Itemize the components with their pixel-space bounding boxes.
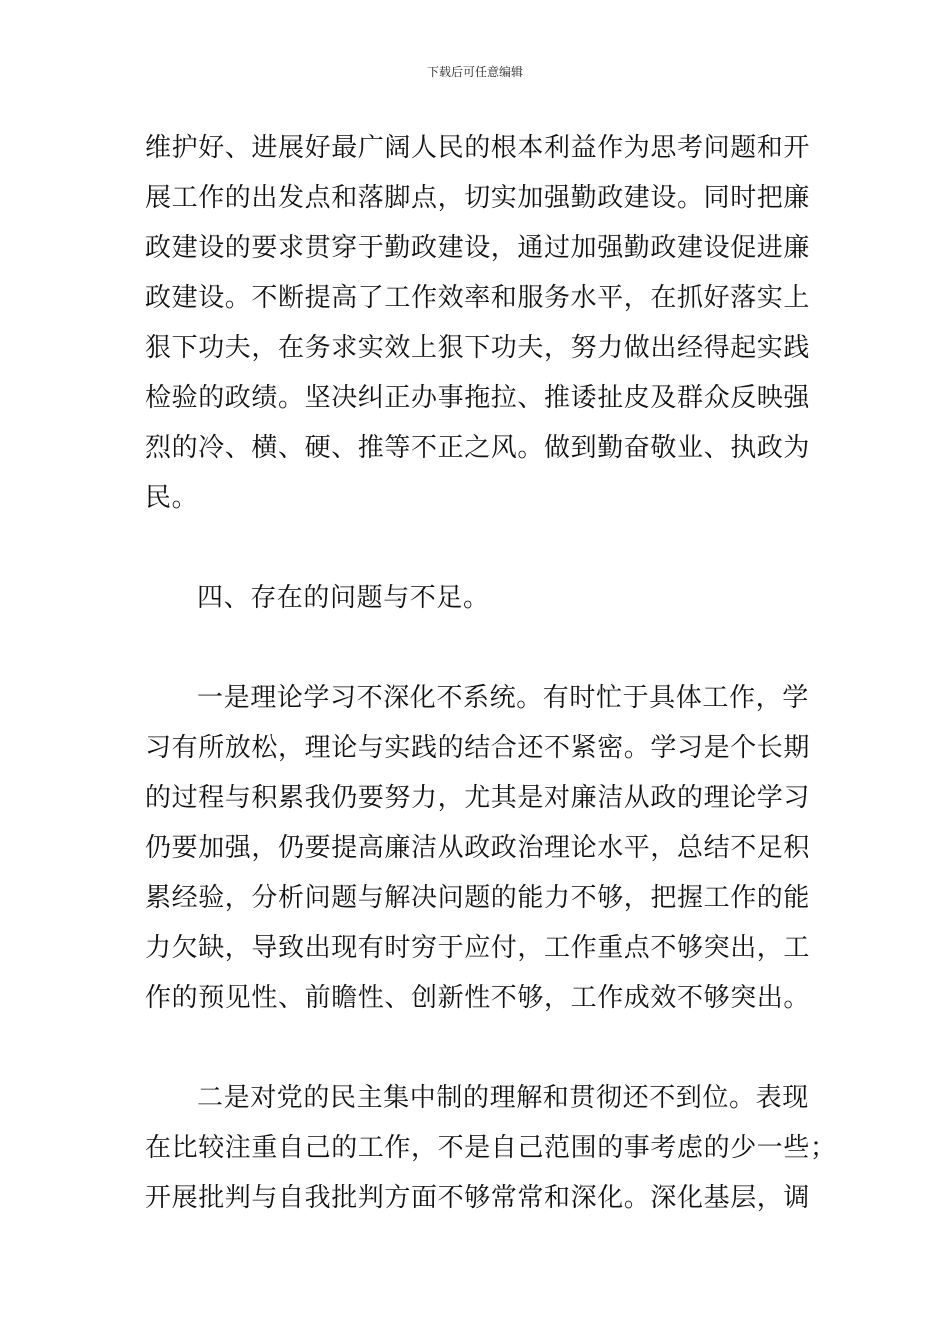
paragraph-4 (145, 1073, 837, 1223)
text-line: 维护好、进展好最广阔人民的根本利益作为思考问题和开 (145, 133, 811, 163)
text-line: 民。 (145, 483, 199, 513)
text-line: 检验的政绩。坚决纠正办事拖拉、推诿扯皮及群众反映强 (145, 383, 811, 413)
paragraph-gap (145, 623, 807, 673)
text-line: 在比较注重自己的工作，不是自己范围的事考虑的少一些； (145, 1133, 837, 1163)
text-line: 展工作的出发点和落脚点，切实加强勤政建设。同时把廉 (145, 183, 811, 213)
text-line: 仍要加强，仍要提高廉洁从政政治理论水平，总结不足积 (145, 833, 811, 863)
text-line: 的过程与积累我仍要努力，尤其是对廉洁从政的理论学习 (145, 783, 811, 813)
text-line: 政建设的要求贯穿于勤政建设，通过加强勤政建设促进廉 (145, 233, 811, 263)
document-body (145, 123, 837, 1223)
text-line: 一是理论学习不深化不系统。有时忙于具体工作，学 (197, 683, 809, 713)
text-line: 习有所放松，理论与实践的结合还不紧密。学习是个长期 (145, 733, 811, 763)
text-line: 累经验，分析问题与解决问题的能力不够，把握工作的能 (145, 883, 811, 913)
text-line: 政建设。不断提高了工作效率和服务水平，在抓好落实上 (145, 283, 811, 313)
text-line: 力欠缺，导致出现有时穷于应付，工作重点不够突出，工 (145, 933, 811, 963)
text-line: 作的预见性、前瞻性、创新性不够，工作成效不够突出。 (145, 983, 811, 1013)
text-line: 开展批判与自我批判方面不够常常和深化。深化基层，调 (145, 1183, 811, 1213)
paragraph-gap (145, 1023, 807, 1073)
paragraph-gap (145, 523, 807, 573)
paragraph-1 (145, 123, 811, 523)
paragraph-3 (145, 673, 811, 1023)
section-heading (145, 573, 807, 623)
text-line: 狠下功夫，在务求实效上狠下功夫，努力做出经得起实践 (145, 333, 811, 363)
heading-line: 四、存在的问题与不足。 (197, 583, 490, 613)
page-header-note: 下载后可任意编辑 (426, 65, 523, 79)
text-line: 二是对党的民主集中制的理解和贯彻还不到位。表现 (197, 1083, 809, 1113)
text-line: 烈的冷、横、硬、推等不正之风。做到勤奋敬业、执政为 (145, 433, 811, 463)
